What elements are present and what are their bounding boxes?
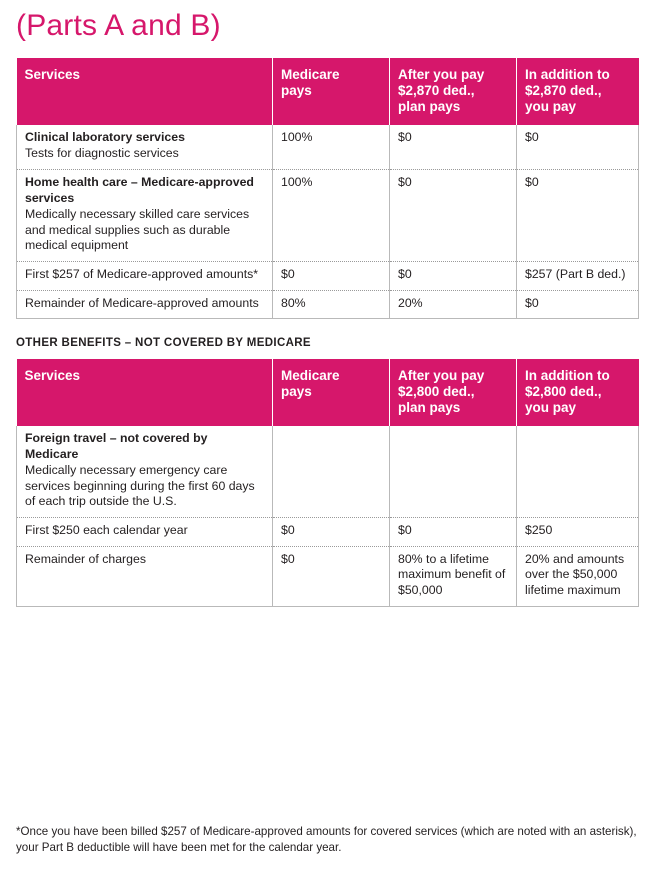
header-line: After you pay	[398, 67, 485, 82]
header-line: plan pays	[398, 400, 461, 416]
service-description: First $257 of Medicare-approved amounts*	[25, 267, 259, 282]
table-row	[17, 546, 639, 606]
column-header-you-pay	[517, 58, 639, 125]
column-header-medicare-pays	[273, 359, 390, 426]
header-line: pays	[281, 82, 312, 98]
service-title: Foreign travel – not covered by Medicare	[25, 431, 208, 461]
cell-plan-pays	[390, 426, 517, 518]
cell-medicare-pays: 100%	[273, 125, 390, 170]
table-row	[17, 290, 639, 319]
table-header-row	[17, 359, 639, 426]
header-line: In addition to	[525, 67, 610, 82]
column-header-you-pay	[517, 359, 639, 426]
service-description: Remainder of charges	[25, 551, 146, 566]
cell-plan-pays: $0	[390, 169, 517, 261]
column-header-medicare-pays	[273, 58, 390, 125]
table-row	[17, 262, 639, 291]
cell-service	[17, 426, 273, 518]
column-header-plan-pays	[390, 58, 517, 125]
cell-you-pay: 20% and amounts over the $50,000 lifetime maximum	[517, 546, 639, 606]
table-row	[17, 125, 639, 170]
cell-plan-pays: 20%	[390, 290, 517, 319]
cell-plan-pays: $0	[390, 518, 517, 547]
page-title: (Parts A and B)	[16, 9, 221, 42]
header-line: Medicare	[281, 67, 340, 82]
header-line: you pay	[525, 400, 577, 416]
footnote-part-b-deductible: *Once you have been billed $257 of Medicare-approved amounts for covered services (which are noted with an asterisk), your Part B deductible will have been met for the calendar year.	[16, 825, 637, 854]
header-line: $2,870 ded.,	[398, 82, 475, 98]
cell-service	[17, 518, 273, 547]
cell-you-pay: $257 (Part B ded.)	[517, 262, 639, 291]
service-description: Medically necessary emergency care services beginning during the first 60 days of each trip outside the U.S.	[25, 463, 255, 509]
header-line: plan pays	[398, 98, 461, 114]
table-row	[17, 426, 639, 518]
header-line: In addition to	[525, 368, 610, 384]
cell-you-pay: $0	[517, 290, 639, 319]
cell-medicare-pays: 80%	[273, 290, 390, 319]
cell-medicare-pays: $0	[273, 518, 390, 547]
benefits-table-other-benefits	[16, 359, 639, 606]
cell-plan-pays: 80% to a lifetime maximum benefit of $50,000	[390, 546, 517, 606]
cell-plan-pays: $0	[390, 125, 517, 170]
cell-service	[17, 546, 273, 606]
header-line: After you pay	[398, 368, 485, 384]
cell-medicare-pays: $0	[273, 262, 390, 291]
benefits-table-parts-a-and-b	[16, 58, 639, 319]
service-title: Clinical laboratory services	[25, 129, 185, 144]
header-line: $2,800 ded.,	[398, 384, 475, 400]
column-header-plan-pays	[390, 359, 517, 426]
cell-medicare-pays: 100%	[273, 169, 390, 261]
service-description: Tests for diagnostic services	[25, 146, 179, 161]
cell-you-pay	[517, 426, 639, 518]
cell-you-pay: $0	[517, 169, 639, 261]
cell-plan-pays: $0	[390, 262, 517, 291]
header-line: Medicare	[281, 368, 340, 384]
header-line: $2,870 ded.,	[525, 82, 602, 98]
document-page	[0, 8, 655, 887]
header-line: you pay	[525, 98, 577, 114]
service-description: Remainder of Medicare-approved amounts	[25, 295, 259, 310]
cell-medicare-pays	[273, 426, 390, 518]
cell-you-pay: $0	[517, 125, 639, 170]
column-header-services: Services	[17, 58, 273, 125]
cell-service	[17, 169, 273, 261]
cell-service	[17, 262, 273, 291]
table-row	[17, 169, 639, 261]
service-title: Home health care – Medicare-approved services	[25, 174, 254, 205]
service-description: Medically necessary skilled care services and medical supplies such as durable medical equipment	[25, 207, 250, 253]
table-header-row	[17, 58, 639, 125]
header-line: pays	[281, 384, 312, 400]
cell-medicare-pays: $0	[273, 546, 390, 606]
header-line: $2,800 ded.,	[525, 384, 602, 400]
service-description: First $250 each calendar year	[25, 523, 188, 538]
table-row	[17, 518, 639, 547]
cell-service	[17, 125, 273, 170]
cell-you-pay: $250	[517, 518, 639, 547]
column-header-services: Services	[17, 359, 273, 426]
section-label-other-benefits: OTHER BENEFITS – NOT COVERED BY MEDICARE	[16, 337, 311, 350]
cell-service	[17, 290, 273, 319]
